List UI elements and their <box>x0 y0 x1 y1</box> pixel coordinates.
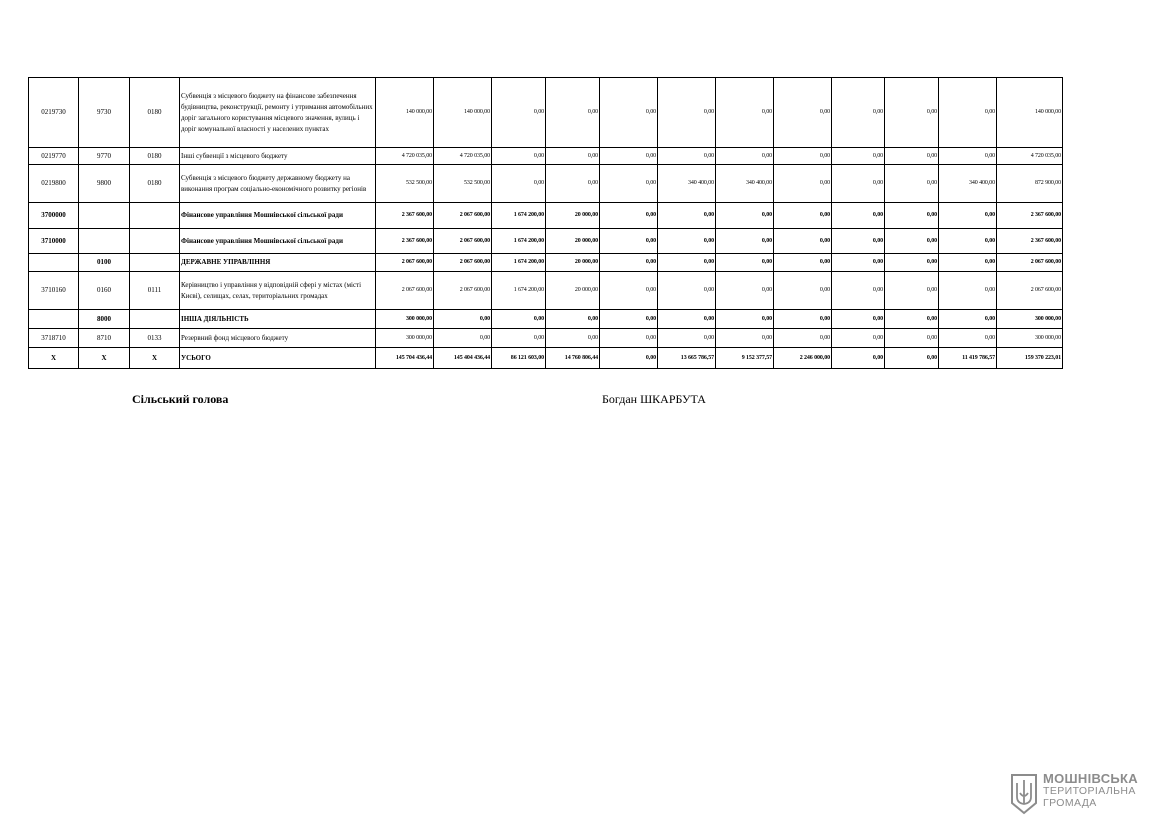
amount-cell: 532 500,00 <box>434 165 492 203</box>
item-name-cell: Інші субвенції з місцевого бюджету <box>180 148 376 165</box>
amount-cell: 0,00 <box>885 229 939 254</box>
table-row <box>29 329 1063 348</box>
amount-cell: 0,00 <box>832 329 885 348</box>
amount-cell: 2 367 600,00 <box>376 203 434 229</box>
function-code-cell: 8710 <box>79 329 130 348</box>
amount-cell: 0,00 <box>600 329 658 348</box>
amount-cell: 2 367 600,00 <box>997 229 1063 254</box>
amount-cell: 0,00 <box>434 310 492 329</box>
amount-cell: 0,00 <box>716 229 774 254</box>
amount-cell: 300 000,00 <box>997 310 1063 329</box>
amount-cell: 0,00 <box>774 229 832 254</box>
amount-cell: 140 000,00 <box>376 78 434 148</box>
fkvk-code-cell <box>130 203 180 229</box>
amount-cell: 2 067 600,00 <box>376 254 434 272</box>
amount-cell: 0,00 <box>832 165 885 203</box>
function-code-cell: 0100 <box>79 254 130 272</box>
item-name-cell: Керівництво і управління у відповідній сфері у містах (місті Києві), селищах, селах, територіальних громадах <box>180 272 376 310</box>
amount-cell: 2 067 600,00 <box>997 272 1063 310</box>
amount-cell: 0,00 <box>546 310 600 329</box>
amount-cell: 0,00 <box>774 78 832 148</box>
table-body <box>29 78 1063 369</box>
logo-subtitle-1: ТЕРИТОРІАЛЬНА <box>1043 785 1136 797</box>
amount-cell: 0,00 <box>774 203 832 229</box>
amount-cell: 300 000,00 <box>376 329 434 348</box>
amount-cell: 0,00 <box>832 254 885 272</box>
trident-icon <box>1009 773 1039 815</box>
amount-cell: 159 370 223,01 <box>997 348 1063 369</box>
item-name-cell: ІНША ДІЯЛЬНІСТЬ <box>180 310 376 329</box>
amount-cell: 11 419 786,57 <box>939 348 997 369</box>
amount-cell: 2 367 600,00 <box>376 229 434 254</box>
amount-cell: 0,00 <box>939 310 997 329</box>
amount-cell: 0,00 <box>774 329 832 348</box>
amount-cell: 0,00 <box>939 148 997 165</box>
amount-cell: 340 400,00 <box>658 165 716 203</box>
amount-cell: 4 720 035,00 <box>434 148 492 165</box>
amount-cell: 20 000,00 <box>546 254 600 272</box>
amount-cell: 0,00 <box>939 203 997 229</box>
amount-cell: 20 000,00 <box>546 229 600 254</box>
amount-cell: 2 067 600,00 <box>434 272 492 310</box>
program-code-cell: 3710160 <box>29 272 79 310</box>
amount-cell: 0,00 <box>658 203 716 229</box>
amount-cell: 0,00 <box>600 310 658 329</box>
fkvk-code-cell: Х <box>130 348 180 369</box>
amount-cell: 0,00 <box>939 272 997 310</box>
amount-cell: 0,00 <box>600 165 658 203</box>
amount-cell: 0,00 <box>716 203 774 229</box>
fkvk-code-cell: 0180 <box>130 78 180 148</box>
program-code-cell <box>29 254 79 272</box>
amount-cell: 0,00 <box>885 148 939 165</box>
function-code-cell: Х <box>79 348 130 369</box>
logo-title: МОШНІВСЬКА <box>1043 771 1138 786</box>
logo-subtitle-2: ГРОМАДА <box>1043 797 1097 809</box>
amount-cell: 0,00 <box>885 310 939 329</box>
fkvk-code-cell: 0111 <box>130 272 180 310</box>
amount-cell: 0,00 <box>600 272 658 310</box>
table-row <box>29 272 1063 310</box>
amount-cell: 0,00 <box>658 310 716 329</box>
amount-cell: 0,00 <box>492 329 546 348</box>
amount-cell: 0,00 <box>658 229 716 254</box>
table-row <box>29 203 1063 229</box>
amount-cell: 1 674 200,00 <box>492 272 546 310</box>
amount-cell: 2 067 600,00 <box>434 203 492 229</box>
amount-cell: 0,00 <box>774 272 832 310</box>
amount-cell: 0,00 <box>600 229 658 254</box>
amount-cell: 0,00 <box>600 78 658 148</box>
table-row <box>29 165 1063 203</box>
amount-cell: 2 067 600,00 <box>376 272 434 310</box>
amount-cell: 340 400,00 <box>716 165 774 203</box>
amount-cell: 0,00 <box>600 203 658 229</box>
amount-cell: 0,00 <box>832 148 885 165</box>
fkvk-code-cell: 0180 <box>130 148 180 165</box>
amount-cell: 0,00 <box>832 310 885 329</box>
amount-cell: 0,00 <box>716 310 774 329</box>
program-code-cell: Х <box>29 348 79 369</box>
amount-cell: 86 121 603,00 <box>492 348 546 369</box>
amount-cell: 0,00 <box>658 254 716 272</box>
amount-cell: 4 720 035,00 <box>997 148 1063 165</box>
amount-cell: 0,00 <box>939 254 997 272</box>
amount-cell: 0,00 <box>885 348 939 369</box>
amount-cell: 0,00 <box>774 148 832 165</box>
amount-cell: 0,00 <box>885 165 939 203</box>
amount-cell: 0,00 <box>939 329 997 348</box>
amount-cell: 0,00 <box>885 272 939 310</box>
amount-cell: 0,00 <box>546 148 600 165</box>
item-name-cell: УСЬОГО <box>180 348 376 369</box>
function-code-cell: 9730 <box>79 78 130 148</box>
amount-cell: 0,00 <box>658 329 716 348</box>
item-name-cell: Фінансове управління Мошнівської сільської ради <box>180 229 376 254</box>
amount-cell: 1 674 200,00 <box>492 203 546 229</box>
amount-cell: 0,00 <box>546 329 600 348</box>
amount-cell: 300 000,00 <box>997 329 1063 348</box>
function-code-cell: 0160 <box>79 272 130 310</box>
amount-cell: 0,00 <box>885 78 939 148</box>
program-code-cell: 3700000 <box>29 203 79 229</box>
amount-cell: 0,00 <box>832 272 885 310</box>
fkvk-code-cell: 0180 <box>130 165 180 203</box>
table-row <box>29 229 1063 254</box>
amount-cell: 0,00 <box>600 348 658 369</box>
amount-cell: 0,00 <box>939 78 997 148</box>
amount-cell: 1 674 200,00 <box>492 229 546 254</box>
function-code-cell <box>79 203 130 229</box>
table-row <box>29 310 1063 329</box>
community-logo <box>1009 773 1159 817</box>
amount-cell: 0,00 <box>716 272 774 310</box>
amount-cell: 0,00 <box>885 329 939 348</box>
amount-cell: 13 665 786,57 <box>658 348 716 369</box>
amount-cell: 0,00 <box>546 78 600 148</box>
amount-cell: 14 760 806,44 <box>546 348 600 369</box>
table-row <box>29 348 1063 369</box>
amount-cell: 0,00 <box>434 329 492 348</box>
amount-cell: 0,00 <box>832 348 885 369</box>
amount-cell: 0,00 <box>658 78 716 148</box>
amount-cell: 0,00 <box>885 203 939 229</box>
signature-title: Сільський голова <box>132 392 229 406</box>
item-name-cell: Фінансове управління Мошнівської сільської ради <box>180 203 376 229</box>
table-row <box>29 254 1063 272</box>
amount-cell: 0,00 <box>832 229 885 254</box>
item-name-cell: Резервний фонд місцевого бюджету <box>180 329 376 348</box>
program-code-cell: 0219770 <box>29 148 79 165</box>
function-code-cell: 9800 <box>79 165 130 203</box>
item-name-cell: Субвенція з місцевого бюджету державному бюджету на виконання програм соціально-економічного розвитку регіонів <box>180 165 376 203</box>
amount-cell: 0,00 <box>492 310 546 329</box>
amount-cell: 532 500,00 <box>376 165 434 203</box>
amount-cell: 20 000,00 <box>546 203 600 229</box>
fkvk-code-cell: 0133 <box>130 329 180 348</box>
amount-cell: 872 900,00 <box>997 165 1063 203</box>
amount-cell: 0,00 <box>774 165 832 203</box>
amount-cell: 0,00 <box>832 203 885 229</box>
amount-cell: 0,00 <box>774 254 832 272</box>
amount-cell: 0,00 <box>600 254 658 272</box>
fkvk-code-cell <box>130 310 180 329</box>
amount-cell: 0,00 <box>716 78 774 148</box>
amount-cell: 0,00 <box>492 78 546 148</box>
amount-cell: 0,00 <box>774 310 832 329</box>
budget-table <box>28 77 1063 369</box>
amount-cell: 2 246 000,00 <box>774 348 832 369</box>
amount-cell: 0,00 <box>546 165 600 203</box>
function-code-cell: 8000 <box>79 310 130 329</box>
signature-name: Богдан ШКАРБУТА <box>602 392 706 406</box>
amount-cell: 20 000,00 <box>546 272 600 310</box>
program-code-cell <box>29 310 79 329</box>
amount-cell: 0,00 <box>716 148 774 165</box>
amount-cell: 2 067 600,00 <box>997 254 1063 272</box>
program-code-cell: 3710000 <box>29 229 79 254</box>
table-row <box>29 78 1063 148</box>
amount-cell: 0,00 <box>832 78 885 148</box>
table-row <box>29 148 1063 165</box>
fkvk-code-cell <box>130 229 180 254</box>
amount-cell: 0,00 <box>492 148 546 165</box>
program-code-cell: 0219730 <box>29 78 79 148</box>
amount-cell: 0,00 <box>600 148 658 165</box>
amount-cell: 9 152 377,57 <box>716 348 774 369</box>
function-code-cell <box>79 229 130 254</box>
amount-cell: 145 404 436,44 <box>434 348 492 369</box>
amount-cell: 2 367 600,00 <box>997 203 1063 229</box>
amount-cell: 2 067 600,00 <box>434 254 492 272</box>
item-name-cell: Субвенція з місцевого бюджету на фінансове забезпечення будівництва, реконструкції, ремонту і утримання автомобільних доріг загального користування місцевого значення, вулиць і доріг комунальної власності у населених пунктах <box>180 78 376 148</box>
amount-cell: 140 000,00 <box>997 78 1063 148</box>
amount-cell: 0,00 <box>658 272 716 310</box>
amount-cell: 0,00 <box>885 254 939 272</box>
program-code-cell: 0219800 <box>29 165 79 203</box>
amount-cell: 340 400,00 <box>939 165 997 203</box>
amount-cell: 2 067 600,00 <box>434 229 492 254</box>
amount-cell: 0,00 <box>716 254 774 272</box>
amount-cell: 1 674 200,00 <box>492 254 546 272</box>
amount-cell: 4 720 035,00 <box>376 148 434 165</box>
program-code-cell: 3718710 <box>29 329 79 348</box>
amount-cell: 145 704 436,44 <box>376 348 434 369</box>
amount-cell: 0,00 <box>658 148 716 165</box>
function-code-cell: 9770 <box>79 148 130 165</box>
amount-cell: 0,00 <box>716 329 774 348</box>
item-name-cell: ДЕРЖАВНЕ УПРАВЛІННЯ <box>180 254 376 272</box>
amount-cell: 0,00 <box>492 165 546 203</box>
amount-cell: 0,00 <box>939 229 997 254</box>
amount-cell: 300 000,00 <box>376 310 434 329</box>
fkvk-code-cell <box>130 254 180 272</box>
amount-cell: 140 000,00 <box>434 78 492 148</box>
